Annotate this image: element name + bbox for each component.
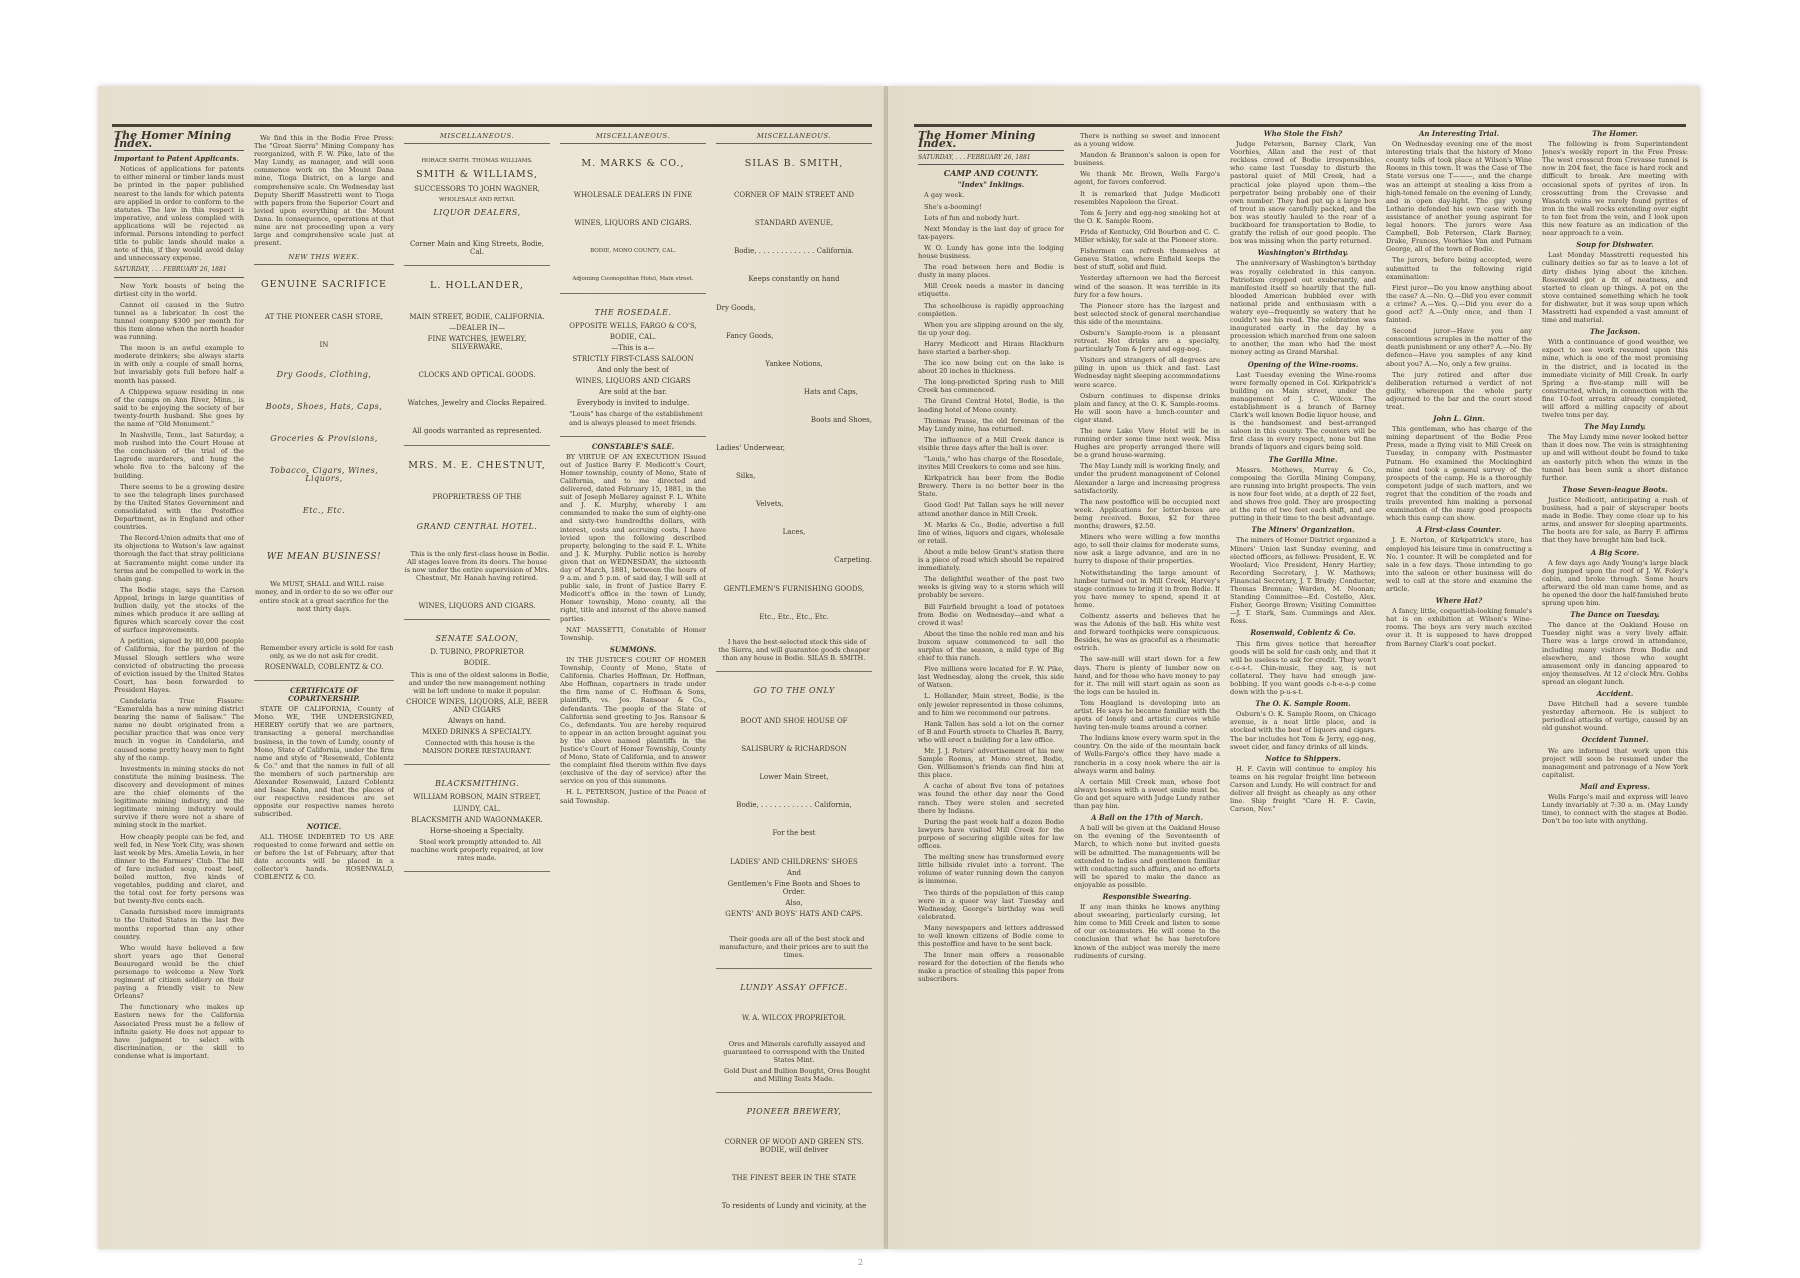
article-text: New York boasts of being the dirtiest city in the world. [114, 281, 244, 298]
ad-text: I have the best-selected stock this side of the Sierra, and will guarantee goods cheaper than any house in Bodie. SILAS B. SMITH. [718, 637, 870, 662]
article-text: Tom Hoagland is developing into an artist. He says he became familiar with the spots of lonely and artistic curves while having ten-mule teams around a corner. [1074, 698, 1220, 732]
ad-line: Velvets, [756, 500, 784, 509]
heading: CERTIFICATE OF COPARTNERSHIP. [288, 686, 360, 704]
legal-text: STATE OF CALIFORNIA, County of Mono. WE, THE UNDERSIGNED, HEREBY certify that we are partners, transacting a general merchandise business, in the town of Lundy, county of Mono, State of California, under the firm name and style of "Rosenwald, Coblentz & Co." and that the names in full of all the members of such partnership are Alexander Rosenwald, Lazard Coblentz and Isaac Kahn, and that the places of our respective residences are set opposite our respective names hereto subscribed. [254, 705, 394, 819]
heading: Important to Patent Applicants. [114, 154, 239, 164]
column-heading: NEW THIS WEEK. [254, 253, 394, 265]
ad-line: BODIE, CAL. [609, 332, 657, 341]
ad-line: Tobacco, Cigars, Wines, Liquors, [269, 465, 379, 484]
ad-text: We MUST, SHALL and WILL raise money, and in order to do so we offer our entire stock at a great sacrifice for the next thirty days. [254, 580, 394, 613]
ad-blacksmithing [404, 771, 550, 872]
article-text: A petition, signed by 80,000 people of California, for the pardon of the Mussel Slough settlers who were convicted of obstructing the process of eviction issued by the United States Court, has been forwarded to President Hayes. [114, 637, 244, 694]
ad-line: PROPRIETRESS OF THE [432, 492, 522, 501]
ad-line: Etc., Etc. [302, 506, 346, 516]
article-text: About the time the noble red man and his buxom squaw commenced to sell the surplus of the season, a mild type of Big chief to this ranch. [918, 629, 1064, 663]
article-text: Next Monday is the last day of grace for tax-payers. [918, 224, 1064, 241]
heading: Soup for Dishwater. [1576, 240, 1654, 250]
heading: "Index" Inklings. [957, 180, 1025, 190]
legal-text: IN THE JUSTICE'S COURT OF HOMER Township, County of Mono, State of California. Charles Hoffman, Dr. Hoffman, Abe Hoffman, copartners in trade under the firm name of C. Hoffman & Sons, plaintiffs, vs. Jos. Ransoar & Co., defendants. The people of the State of California send greeting to Jos. Ransoar & Co., defendants. You are hereby required to appear in an action brought against you by the above named plaintiffs in the Justice's Court of Homer Township, County of Mono, State of California, and to answer the complaint filed therein within five days (exclusive of the day of service) after the service on you of this summons. [560, 655, 706, 786]
article-text: Notwithstanding the large amount of lumber turned out in Mill Creek, Harvey's stage continues to bring it in from Bodie. If you have money to spend, spend it at home. [1074, 568, 1220, 609]
dateline: SATURDAY, . . . FEBRUARY 26, 1881 [918, 153, 1064, 165]
heading: John L. Ginn. [1433, 414, 1485, 424]
article-text: The influence of a Mill Creek dance is visible three days after the ball is over. [918, 435, 1064, 452]
ad-line: Fancy Goods, [726, 331, 774, 340]
ad-line: To residents of Lundy and vicinity, at the [721, 1202, 867, 1211]
article-text: There seems to be a growing desire to see the telegraph lines purchased by the United States Government and consolidated with the Postoffice Department, as in England and other countries. [114, 482, 244, 532]
ad-line: LIQUOR DEALERS, [433, 208, 521, 218]
article-text: The new Lake View Hotel will be in running order some time next week. Miss Hughes are properly arranged there will be a grand house-warming. [1074, 427, 1220, 460]
ad-line: Bodie, . . . . . . . . . . . . . California. [734, 247, 854, 256]
article-text: During the past week half a dozen Bodie lawyers have visited Mill Creek for the purpose of securing eligible sites for law offices. [918, 817, 1064, 851]
ad-senate-saloon [404, 626, 550, 765]
article-text: About a mile below Grant's station there is a piece of road which should be repaired immediately. [918, 547, 1064, 573]
ad-line: Hats and Caps, [803, 387, 858, 396]
article-text: The road between here and Bodie is dusty in many places. [918, 263, 1064, 280]
article-text: The functionary who makes up Eastern news for the California Associated Press must be a fellow of infinite gaiety. He does not appear to have judgment to select with discrimination, or the skill to condense what is important. [114, 1003, 244, 1060]
article-text: In Nashville, Tenn., last Saturday, a mob rushed into the Court House at the conclusion of the trial of the Lagrode murderers, and hung the whole five to the balcony of the building. [114, 431, 244, 480]
ad-title: SILAS B. SMITH, [744, 158, 844, 170]
column-ads-3 [716, 126, 872, 1231]
heading: The O. K. Sample Room. [1255, 699, 1351, 709]
article-text: Two thirds of the population of this camp were in a queer way last Tuesday and Wednesday, George's birthday was well celebrated. [918, 888, 1064, 921]
legal-signature: H. L. PETERSON, Justice of the Peace of said Township. [560, 788, 706, 805]
right-page [888, 86, 1700, 1249]
article-text: Last Monday Masstretti requested his culinary deities so far as to leave a lot of dirty dishes lying about the kitchen. Rosenwald got a fit of neatness, and started to clean up things. A pot on the stove contained something which he took for dishwater, but it was soup upon which Masstretti had expended a vast amount of time and material. [1542, 251, 1688, 325]
article-text: Many newspapers and letters addressed to well known citizens of Bodie come to this postoffice and have to be sent back. [918, 923, 1064, 949]
legal-text: ALL THOSE INDEBTED TO US ARE requested to come forward and settle on or before the 1st of February, after that date accounts will be placed in a collector's hands. ROSENWALD, COBLENTZ & CO. [254, 832, 394, 882]
article-text: Messrs. Mothews, Murray & Co., composing the Gorilla Mining Company, are running into bright prospects. The vein is now four feet wide, at a depth of 22 feet, and shows free gold. They are prospecting at the rate of two feet each shift, and are putting in their time to the best advantage. [1230, 465, 1376, 523]
article-text: The new postoffice will be occupied next week. Applications for letter-boxes are being received. Boxes, $2 for three months; drawers, $2.50. [1074, 497, 1220, 531]
ad-line: Gentlemen's Fine Boots and Shoes to Order. [727, 879, 861, 896]
article-text: The ice now being cut on the lake is about 20 inches in thickness. [918, 359, 1064, 376]
ad-line: And only the best of [597, 366, 669, 375]
article-text: Mandon & Brannon's saloon is open for business. [1074, 151, 1220, 168]
ad-title: M. MARKS & CO., [581, 158, 685, 170]
ad-line: WE MEAN BUSINESS! [266, 552, 382, 563]
ad-rosedale [560, 300, 706, 437]
heading: Opening of the Wine-rooms. [1247, 359, 1359, 369]
ad-title: GENUINE SACRIFICE [261, 279, 387, 291]
article-text: Fishermen can refresh themselves at Geneva Station, where Enfield keeps the best of stuff, solid and fluid. [1074, 247, 1220, 272]
article-text: J. E. Norton, of Kirkpatrick's store, has employed his leisure time in constructing a No. 1 counter. It will be completed and for sale in a few days. Those intending to go into the saloon or other business will do well to call at the store and examine the article. [1386, 536, 1532, 593]
ad-text: Connected with this house is the MAISON DOREE RESTAURANT. [422, 739, 535, 756]
ad-line: W. A. WILCOX PROPRIETOR. [741, 1014, 847, 1023]
article-text: Bill Fairfield brought a load of potatoes from Bodie on Wednesday—and what a crowd it was! [918, 602, 1064, 627]
article-text: A ball will be given at the Oakland House on the evening of the Seventeenth of March, to which none but invited guests will be admitted. The managements will be extended to ladies and gentlemen familiar with conducting such affairs, and no efforts will be spared to make the dance as enjoyable as possible. [1074, 824, 1220, 889]
article-text: The Record-Union admits that one of its objections to Watson's law against thorough the fact that stray politicians at Sacramento might come under its terms and be compelled to work in the chain gang. [114, 534, 244, 583]
ad-signature: ROSENWALD, COBLENTZ & CO. [264, 662, 384, 671]
heading: CAMP AND COUNTY. [943, 168, 1039, 179]
ad-line: CHOICE WINES, LIQUORS, ALE, BEER AND CIGARS [406, 697, 548, 714]
ad-line: And [786, 868, 802, 877]
article-text: Kirkpatrick has beer from the Bodie Brewery. There is no better beer in the State. [918, 474, 1064, 499]
article-text: She's a-booming! [924, 202, 982, 211]
ad-line: BODIE. [463, 659, 491, 668]
article-text: Yesterday afternoon we had the fiercest wind of the season. It was terrible in its fury for a few hours. [1074, 274, 1220, 299]
ad-text: "Louis" has charge of the establishment and is always pleased to meet friends. [569, 410, 703, 427]
ad-line: Are sold at the bar. [599, 388, 667, 397]
ad-line: Boots, Shoes, Hats, Caps, [265, 401, 383, 411]
article-text: Dave Hitchell had a severe tumble yesterday afternoon. He is subject to periodical attacks of vertigo, caused by an old gunshot wound. [1542, 700, 1688, 733]
page-number: 2 [858, 1258, 864, 1267]
ad-line: Groceries & Provisions, [270, 433, 378, 443]
article-text: A few days ago Andy Young's large black dog jumped upon the roof of J. W. Foley's cabin, and broke through. Some hours afterward the old man came home, and as he opened the door the half-famished brute sprang upon him. [1542, 558, 1688, 608]
ad-text: Gold Dust and Bullion Bought, Ores Bought and Milling Tests Made. [723, 1066, 871, 1083]
article-text: We find this in the Bodie Free Press: The "Great Sierra" Mining Company has reorganized, with F. W. Pike, late of the May Lundy, as manager, and will soon commence work on the Mount Dana mine, Tioga District, on a large and comprehensive scale. On Wednesday last Deputy Sheriff Masstretti went to Tioga with papers from the Superior Court and levied upon everything at the Mount Dana. In consequence, operations at that mine are not proceeding upon a very large and comprehensive scale just at present. [254, 134, 394, 248]
article-text: The May Lundy mine never looked better than it does now. The vein is straightening up and will without doubt be found to take an easterly pitch when the winze in the tunnel has been sunk a short distance further. [1542, 433, 1688, 482]
ad-line: Dry Goods, [716, 303, 756, 312]
ad-line: GENTS' AND BOYS' HATS AND CAPS. [725, 910, 863, 918]
article-text: Investments in mining stocks do not constitute the mining business. The discovery and development of mines are the chief elements of the legitimate mining industry, and the legitimate mining industry would survive if there were not a share of mining stock in the market. [114, 764, 244, 830]
ad-line: BLACKSMITH AND WAGONMAKER. [411, 815, 543, 824]
article-text: We are informed that work upon this project will soon be resumed under the management and patronage of a New York capitalist. [1542, 746, 1688, 779]
ad-line: STRICTLY FIRST-CLASS SALOON [572, 354, 694, 363]
dateline: SATURDAY, . . . FEBRUARY 26, 1881 [114, 265, 244, 277]
ad-m-marks [560, 150, 706, 293]
article-text: On Wednesday evening one of the most interesting trials that the history of Mono county tells of took place at Wilson's Wine Rooms in this town. It was the Case of The State versus one T———, and the charge was an attempt at stealing a kiss from a high-toned female on the evening of Lundy, and in open day-light. The gay young Lothario defended his own case with the assistance of another young aspirant for legal honors. The jurors were Asa Campbell, Bob Peterson, Clark Barney, Drake, Frances, Voorhies Van and Putnam George, all of the town of Bodie. [1386, 140, 1532, 254]
article-text: If any man thinks he knows anything about swearing, particularly cursing, let him come to Mill Creek and listen to some of our ox-teamsters. He will come to the conclusion that what he has heretofore known of the subject was merely the mere rudiments of cursing. [1074, 903, 1220, 960]
article-text: Osburn's Sample-room is a pleasant retreat. Hot drinks are a specialty, particularly Tom & Jerry and egg-nog. [1074, 328, 1220, 354]
article-text: A cache of about five tons of potatoes was found the other day near the Good ranch. They were stolen and secreted there by Indians. [918, 782, 1064, 815]
column-local-items [1074, 126, 1220, 1231]
ad-line: Ladies' Underwear, [716, 444, 785, 453]
heading: NOTICE. [306, 821, 342, 831]
article-text: Cannot oil caused in the Sutro tunnel as a lubricator. In cost the tunnel company $300 per month for this item alone when the north header was running. [114, 300, 244, 342]
article-text: The anniversary of Washington's birthday was royally celebrated in this canyon. Patriotism cropped out exuberantly, and manifested itself so heartily that the full-blooded American bubbled over with national pride and enthusiasm with a watery eye—frequently so watery that he couldn't see his road. The celebration was inaugurated early in the day by a procession which marched from one saloon to another, the man who had the most money acting as Grand Marshal. [1230, 259, 1376, 357]
ad-line: AT THE PIONEER CASH STORE, [264, 312, 384, 321]
ad-line: WHOLESALE DEALERS IN FINE [573, 191, 693, 200]
heading: Where Hat? [1435, 596, 1483, 606]
column-news-2 [254, 126, 394, 1231]
ad-silas-smith [716, 150, 872, 672]
article-text: The Inner man offers a reasonable reward for the detection of the fiends who make a practice of stealing this paper from subscribers. [918, 951, 1064, 984]
article-text: Who would have believed a few short years ago that General Beauregard would be the chief personage to welcome a New York regiment of citizen soldiery on their paying a friendly visit to New Orleans? [114, 943, 244, 1001]
ad-line: GENTLEMEN'S FURNISHING GOODS, [723, 584, 865, 593]
article-text: Lots of fun and nobody hurt. [924, 213, 1020, 222]
article-text: Mr. J. J. Peters' advertisement of his new Sample Rooms, at Mono street, Bodie, Gen. Williamson's friends can find him at this place. [918, 747, 1064, 780]
ad-line [716, 1231, 872, 1232]
article-text: Frida of Kentucky, Old Bourbon and C. C. Miller whisky, for sale at the Pioneer store. [1074, 227, 1220, 245]
ad-line: WILLIAM ROBSON, MAIN STREET, [413, 793, 541, 802]
ad-title: GO TO THE ONLY [753, 685, 835, 695]
article-text: Osburn continues to dispense drinks plain and fancy, at the O. K. Sample-rooms. He will soon have a lunch-counter and cigar stand. [1074, 391, 1220, 424]
article-text: The dance at the Oakland House on Tuesday night was a very lively affair. There was a large crowd in attendance, including many visitors from Bodie and elsewhere, and those who sought amusement only in dancing appeared to enjoy themselves. At 12 o'clock Mrs. Gobbs spread an elegant lunch. [1542, 621, 1688, 686]
column-stories-2 [1386, 126, 1532, 1231]
column-stories-1 [1230, 126, 1376, 1231]
ad-line: Horse-shoeing a Specialty. [429, 826, 525, 835]
ad-line: SUCCESSORS TO JOHN WAGNER, [414, 185, 540, 194]
article-text: Miners who were willing a few months ago, to sell their claims for moderate sums, now ask a large advance, and are in no hurry to dispose of their properties. [1074, 533, 1220, 566]
heading: Accident. [1596, 689, 1634, 698]
heading: Mail and Express. [1580, 781, 1650, 791]
ad-line: OPPOSITE WELLS, FARGO & CO'S, [569, 321, 697, 330]
ad-title: THE ROSEDALE. [594, 307, 672, 317]
article-text: The following is from Superintendent Jones's weekly report in the Free Press: The west crosscut from Crevasse tunnel is now in 204 feet, the face is hard rock and difficult to break. Are meeting with occasional spots of pyrites of iron. In crosscutting from the Crevasse and Wasatch veins we rarely found pyrites of iron in the wall rocks extending over eight to ten feet from the vein, and I look upon this new feature as an indication of the near approach to a vein. [1542, 140, 1688, 238]
article-text: The Grand Central Hotel, Bodie, is the leading hotel of Mono county. [918, 397, 1064, 414]
article-text: Colbentz asserts and believes that he was the Adonis of the ball. His white vest and forward toothpicks were conspicuous. Besides, he was as graceful as a rheumatic ostrich. [1074, 611, 1220, 653]
ad-line: Dry Goods, Clothing, [276, 369, 372, 379]
heading: The May Lundy. [1584, 422, 1646, 432]
heading: The Dance on Tuesday. [1570, 610, 1660, 620]
ad-line: SALISBURY & RICHARDSON [741, 745, 847, 754]
heading: Occident Tunnel. [1581, 735, 1649, 745]
article-text: The saw-mill will start down for a few days. There is plenty of lumber now on hand, and for those who have money to pay for it. The mill will start again as soon as the logs can be hauled in. [1074, 655, 1220, 696]
ad-line: Always on hand. [447, 717, 507, 725]
heading: Those Seven-league Boots. [1562, 484, 1668, 494]
heading: Notice to Shippers. [1265, 753, 1341, 763]
ad-title: SMITH & WILLIAMS, [416, 169, 538, 181]
ad-line: All goods warranted as represented. [412, 427, 542, 436]
article-text: It is remarked that Judge Medicott resembles Napoleon the Great. [1074, 189, 1220, 206]
ad-hollander [404, 272, 550, 446]
article-text: Osburn's O. K. Sample Room, on Chicago avenue, is a neat little place, and is stocked with the best of liquors and cigars. The bar includes hot Tom & Jerry, egg-nog, sweet cider, and fancy drinks of all kinds. [1230, 710, 1376, 751]
ad-line: For the best [772, 829, 816, 838]
ad-line: HORACE SMITH. THOMAS WILLIAMS. [421, 158, 533, 165]
article-text: Second juror—Have you any conscientious scruples in the matter of the death punishment or any other? A.—No. By defence—Have you samples of any kind about you? A.—No, only a few grains. [1386, 327, 1532, 368]
ad-line: Silks, [736, 472, 756, 481]
ad-title: MRS. M. E. CHESTNUT, [408, 459, 546, 471]
ad-line: Bodie, . . . . . . . . . . . . California, [736, 801, 852, 810]
heading: Washington's Birthday. [1257, 248, 1349, 258]
article-text: A gay week. [924, 191, 965, 200]
ad-line: Carpeting. [834, 556, 872, 565]
ad-grand-central-hotel [404, 452, 550, 621]
heading: The Gorilla Mine. [1268, 454, 1338, 464]
heading: A Ball on the 17th of March. [1091, 813, 1203, 823]
ad-line: BODIE, MONO COUNTY, CAL. [590, 248, 676, 255]
article-text: L. Hollander, Main street, Bodie, is the only jeweler represented in these columns, and to him we recommend our patrons. [918, 692, 1064, 717]
article-text: A fancy, little, coquettish-looking female's hat is on exhibition at Wilson's Wine-rooms. The boys are very much excited over it. It is supposed to have dropped from Barney Clark's coat pocket. [1386, 607, 1532, 648]
ad-line: WINES, LIQUORS AND CIGARS. [574, 219, 692, 228]
ad-line: LADIES' AND CHILDRENS' SHOES [730, 857, 858, 866]
masthead: The Homer Mining Index. [918, 132, 1064, 151]
ad-title: SENATE SALOON, [435, 634, 519, 644]
article-text: Justice Medicott, anticipating a rush of business, had a pair of skyscraper boots made in Bodie. They come clear up to his arms, and answer for sleeping apartments. The boots are for sale, as Barry F. affirms that they have brought him bad luck. [1542, 495, 1688, 545]
column-ads-1 [404, 126, 550, 1231]
article-text: A Chippewa squaw residing in one of the camps on Ann River, Minn., is said to be enjoying the society of her twenty-fourth husband. She goes by the name of "Old Monument." [114, 387, 244, 428]
article-text: The delightful weather of the past two weeks is giving way to a storm which will probably be severe. [918, 575, 1064, 600]
heading: The Miners' Organization. [1251, 525, 1355, 535]
heading: A First-class Counter. [1416, 525, 1502, 535]
column-heading: MISCELLANEOUS. [404, 132, 550, 144]
article-text: We thank Mr. Brown, Wells Fargo's agent, for favors conferred. [1074, 170, 1220, 187]
ad-line: CLOCKS AND OPTICAL GOODS. [418, 371, 536, 380]
article-text: The long-predicted Spring rush to Mill Creek has commenced. [918, 378, 1064, 395]
article-text: W. O. Lundy has gone into the lodging house business. [918, 243, 1064, 261]
ad-title: L. HOLLANDER, [430, 279, 524, 291]
ad-line: Also, [785, 898, 803, 907]
article-text: The May Lundy mill is working finely, and under the prudent management of Colonel Alexander a large and increasing progress satisfactorily. [1074, 462, 1220, 495]
ad-text: This is the only first-class house in Bodie. All stages leave from its doors. The house is now under the entire supervision of Mrs. Chestnut, Mr. Hanah having retired. [404, 549, 550, 583]
heading: Who Stole the Fish? [1263, 129, 1343, 138]
ad-title: LUNDY ASSAY OFFICE. [740, 983, 848, 993]
column-ads-2 [560, 126, 706, 1231]
ad-text: Remember every article is sold for cash only, as we do not ask for credit. [260, 643, 394, 660]
ad-line: —This is a— [611, 343, 655, 352]
ad-line: Etc., Etc., Etc., Etc. [759, 612, 829, 621]
ad-line: LUNDY, CAL. [453, 804, 501, 813]
ad-line: Keeps constantly on hand [748, 275, 840, 284]
ad-pioneer-cash-store [254, 271, 394, 681]
article-text: Mill Creek needs a master in dancing etiquette. [918, 282, 1064, 299]
article-text: "Louis," who has charge of the Rosedale, invites Mill Creekers to come and see him. [918, 455, 1064, 472]
heading: SUMMONS. [609, 644, 657, 654]
column-news-1 [114, 126, 244, 1231]
ad-line: MIXED DRINKS A SPECIALTY. [422, 728, 532, 737]
ad-line: STANDARD AVENUE, [754, 219, 834, 228]
ad-line: GRAND CENTRAL HOTEL. [416, 521, 538, 531]
column-camp-county [918, 126, 1064, 1231]
column-heading: MISCELLANEOUS. [560, 132, 706, 144]
article-text: The moon is an awful example to moderate drinkers; she always starts in with only a couple of small horns, but invariably gets full before half a month has passed. [114, 344, 244, 385]
heading: Rosenwald, Coblentz & Co. [1250, 628, 1356, 638]
ad-title: PIONEER BREWERY, [746, 1107, 842, 1117]
ad-text: Ores and Minerals carefully assayed and guaranteed to correspond with the United States Mint. [723, 1039, 866, 1064]
heading: A Big Score. [1590, 547, 1640, 557]
article-text: First juror—Do you know anything about the case? A.—No. Q.—Did you ever commit a crime? A.—Yes. Q.—Did you ever do a good act? A.—Only once, and then I fainted. [1386, 283, 1532, 325]
ad-line: Boots and Shoes, [810, 415, 872, 424]
heading: The Homer. [1592, 129, 1638, 138]
article-text: Visitors and strangers of all degrees are piling in upon us thick and fast. Last Wednesday night sleeping accommodations were scarce. [1074, 356, 1220, 389]
article-text: Thomas Prasse, the old foreman of the May Lundy mine, has returned. [918, 416, 1064, 433]
ad-line: Corner Main and King Streets, Bodie, Cal. [409, 239, 545, 256]
ad-title: BLACKSMITHING. [434, 779, 520, 789]
article-text: Good God! Pat Tallan says he will never attend another dance in Mill Creek. [918, 501, 1064, 518]
ad-line: CORNER OF MAIN STREET AND [734, 191, 854, 200]
article-text: When you are slipping around on the sly, tie up your dog. [918, 320, 1064, 337]
ad-line: Lower Main Street, [759, 773, 829, 782]
article-text: The schoolhouse is rapidly approaching completion. [918, 301, 1064, 318]
ad-line: MAIN STREET, BODIE, CALIFORNIA. [409, 312, 545, 321]
article-text: Last Tuesday evening the Wine-rooms were formally opened in Col. Kirkpatrick's building on Main street, under the management of J. C. Wilcox. The establishment is a branch of Barney Clark's well known Bodie liquor house, and is the handsomest and best-arranged saloon in this county. The counters will be first class in every respect, none but fine brands of liquors and cigars being sold. [1230, 370, 1376, 452]
ad-line: WINES, LIQUORS AND CIGARS [575, 377, 691, 386]
column-stories-3 [1542, 126, 1688, 1231]
article-text: Tom & Jerry and egg-nog smoking hot at the O. K. Sample Room. [1074, 208, 1220, 225]
article-text: The Indians know every warm spot in the country. On the side of the mountain back of Wells-Fargo's office they have made a rancheria in a cosy nook where the air is always warm and balmy. [1074, 734, 1220, 775]
article-text: H. F. Cavin will continue to employ his teams on his regular freight line between Carson and Lundy. He will contract for and deliver all freight as cheaply as any other line. Ship freight "Care H. F. Cavin, Carson, Nev." [1230, 764, 1376, 814]
ad-text: Their goods are all of the best stock and manufacture, and their prices are to suit the times. [719, 935, 869, 960]
heading: CONSTABLE'S SALE. [591, 441, 675, 451]
ad-line: BOOT AND SHOE HOUSE OF [740, 717, 848, 726]
heading: An Interesting Trial. [1418, 129, 1500, 138]
ad-line: Everybody is invited to indulge. [576, 399, 690, 408]
ad-line: Watches, Jewelry and Clocks Repaired. [407, 399, 547, 408]
article-text: A certain Mill Creek man, whose foot always bosses with a sweet smile must be. Go and get square with Judge Lundy rather than pay him. [1074, 777, 1220, 811]
article-text: Candelaria True Fissure: "Esmeralda has a new mining district bearing the name of Salisaw." The name no doubt originated from a peculiar practice that was once very much in vogue in Candelaria, and caused some pretty heavy men to fight shy of the camp. [114, 697, 244, 762]
article-text: The miners of Homer District organized a Miners' Union last Sunday evening, and elected officers, as follows: President, E. W. Woolard; Vice President, Henry Hartley; Recording Secretary, J. W. Mathews; Financial Secretary, J. T. Brady; Conductor, Thomas Brennan; Warden, M. Noonan; Standing Committee—Ed. Costello, Alex. Fisher, George Brown; Visiting Committee—J. T. Stark, Sam. Cummings and Alex. Ross. [1230, 536, 1376, 626]
ad-salisbury-richardson [716, 678, 872, 969]
article-text: The Bodie stage, says the Carson Appeal, brings in large quantities of bullion daily, yet the stocks of the mines which produce it are selling at figures which scarcely cover the cost of surface improvements. [114, 585, 244, 635]
ad-line: CORNER OF WOOD AND GREEN STS. BODIE, will deliver [724, 1138, 864, 1155]
article-text: Wells Fargo's mail and express will leave Lundy invariably at 7:30 a. m. (May Lundy time), to connect with the stages at Bodie. Don't be too late with anything. [1542, 793, 1688, 826]
ad-text: This is one of the oldest saloons in Bodie, and under the new management nothing will be left undone to make it popular. [408, 670, 550, 695]
ad-line: Adjoining Cosmopolitan Hotel, Main street. [572, 276, 694, 283]
ad-line: Yankee Notions, [765, 359, 823, 368]
legal-text: BY VIRTUE OF AN EXECUTION ISsued out of Justice Barry F. Medicott's Court, Homer township, county of Mono, State of California, and to me directed and delivered, dated February 15, 1881, in the suit of Joseph Mellarey against F. L. White and J. K. Murphy, whereby I am commanded to make the sum of eighty-one and sixty-two hundredths dollars, with interest, costs and accruing costs, I have levied upon the following described property, belonging to the said F. L. White and J. K. Murphy. Public notice is hereby given that on WEDNESDAY, the sixteenth day of March, 1881, between the hours of 9 a.m. and 5 p.m. of said day, I will sell at public sale, in front of Justice Barry F. Medicott's office in the town of Lundy, Homer township, Mono county, all the right, title and interest of the above named parties. [560, 452, 706, 623]
ad-line: Laces, [782, 528, 806, 537]
article-text: The melting snow has transformed every little hillside rivulet into a torrent. The volume of water running down the canyon is immense. [918, 853, 1064, 886]
article-text: The Pioneer store has the largest and best selected stock of general merchandise this side of the mountains. [1074, 301, 1220, 326]
article-text: How cheaply people can be fed, and well fed, in New York City, was shown last week by Mrs. Amelia Lewis, in her dinner to the Farmers' Club. The bill of fare included soup, roast beef, boiled mutton, five kinds of vegetables, pudding and claret, and the total cost for forty persons was but twenty-five cents each. [114, 832, 244, 906]
article-text: Canada furnished more immigrants to the United States in the last five months reported than any other country. [114, 908, 244, 941]
ad-smith-williams [404, 150, 550, 266]
article-text: Notices of applications for patents to either mineral or timber lands must be printed in the paper published nearest to the lands for which patents are applied in order to conform to the statutes. The law in this respect is imperative, and unless complied with applications will be rejected as informal. Persons intending to perfect title to public lands should make a note of this, if they would avoid delay and unnecessary expense. [114, 165, 244, 263]
article-text: Five millions were located for F. W. Pike, last Wednesday, along the creek, this side of Watson. [918, 665, 1064, 690]
article-text: This firm gives notice that hereafter goods will be sold for cash only, and that it will be useless to ask for credit. They won't c-o-s-t. Chin-music, they say, is not collateral. They have had enough jaw-bobbing. If you want goods c-h-e-a-p come down with the p-u-s-t. [1230, 639, 1376, 697]
article-text: With a continuance of good weather, we expect to see work resumed upon this mine, which is one of the most promising in the district, and is located in the immediate vicinity of Mill Creek. In early Spring a five-stamp mill will be constructed, which, in connection with the fine 10-foot arrastra already completed, will afford a milling capacity of about twelve tons per day. [1542, 338, 1688, 420]
column-heading: MISCELLANEOUS. [716, 132, 872, 144]
ad-text: Steel work promptly attended to. All machine work properly repaired, at low rates made. [410, 837, 544, 863]
ad-line: WINES, LIQUORS AND CIGARS. [418, 602, 536, 611]
ad-line: FINE WATCHES, JEWELRY, SILVERWARE, [427, 335, 527, 352]
article-text: This gentleman, who has charge of the mining department of the Bodie Free Press, made a flying visit to Mill Creek on Tuesday, in company with Postmaster Putnam. He examined the Mockingbird mine and took a general survey of the prospects of the camp. He is a thoroughly competent judge of such matters, and we regret that the condition of the roads and trails prevented him making a personal examination of the many good prospects which this camp can show. [1386, 425, 1532, 523]
ad-line: IN [319, 340, 329, 349]
ad-line: —DEALER IN— [449, 323, 505, 332]
article-text: The jurors, before being accepted, were submitted to the following rigid examination: [1386, 256, 1532, 281]
masthead: The Homer Mining Index. [114, 132, 244, 151]
heading: Responsible Swearing. [1102, 891, 1192, 901]
ad-line: THE FINEST BEER IN THE STATE [731, 1174, 857, 1183]
ad-line: WHOLESALE AND RETAIL [438, 197, 516, 204]
heading: The Jackson. [1589, 327, 1641, 337]
article-text: Harry Medicott and Hiram Blackburn have started a barber-shop. [918, 339, 1064, 356]
ad-line: D. TUBINO, PROPRIETOR [430, 648, 524, 657]
article-text: There is nothing so sweet and innocent as a young widow. [1074, 132, 1220, 149]
legal-signature: NAT MASSETTI, Constable of Homer Township. [560, 625, 706, 642]
left-page [98, 86, 885, 1249]
article-text: The jury retired and after due deliberation returned a verdict of not guilty, whereupon the whole party adjourned to the bar and the court stood treat. [1386, 370, 1532, 411]
article-text: M. Marks & Co., Bodie, advertise a full line of wines, liquors and cigars, wholesale or retail. [918, 520, 1064, 545]
ad-lundy-assay-office [716, 975, 872, 1093]
article-text: Hank Tallen has sold a lot on the corner of B and Fourth streets to Charles R. Barry, who will erect a building for a law office. [918, 719, 1064, 744]
ad-pioneer-brewery [716, 1099, 872, 1231]
article-text: Judge Peterson, Barney Clark, Van Voorhies, Allan and the rest of that reckless crowd of Bodie irresponsibles, who came last Tuesday to disturb the pastoral quiet of Mill Creek, had a practical joke played upon them—the perpetrator being probably one of their own number. They had put up a large box of trout in snow carefully packed, and the box was stoutly hauled to the rear of a buckboard for transportation to Bodie, to gratify the relish of our good people. The box was missing when the party returned. [1230, 140, 1376, 246]
